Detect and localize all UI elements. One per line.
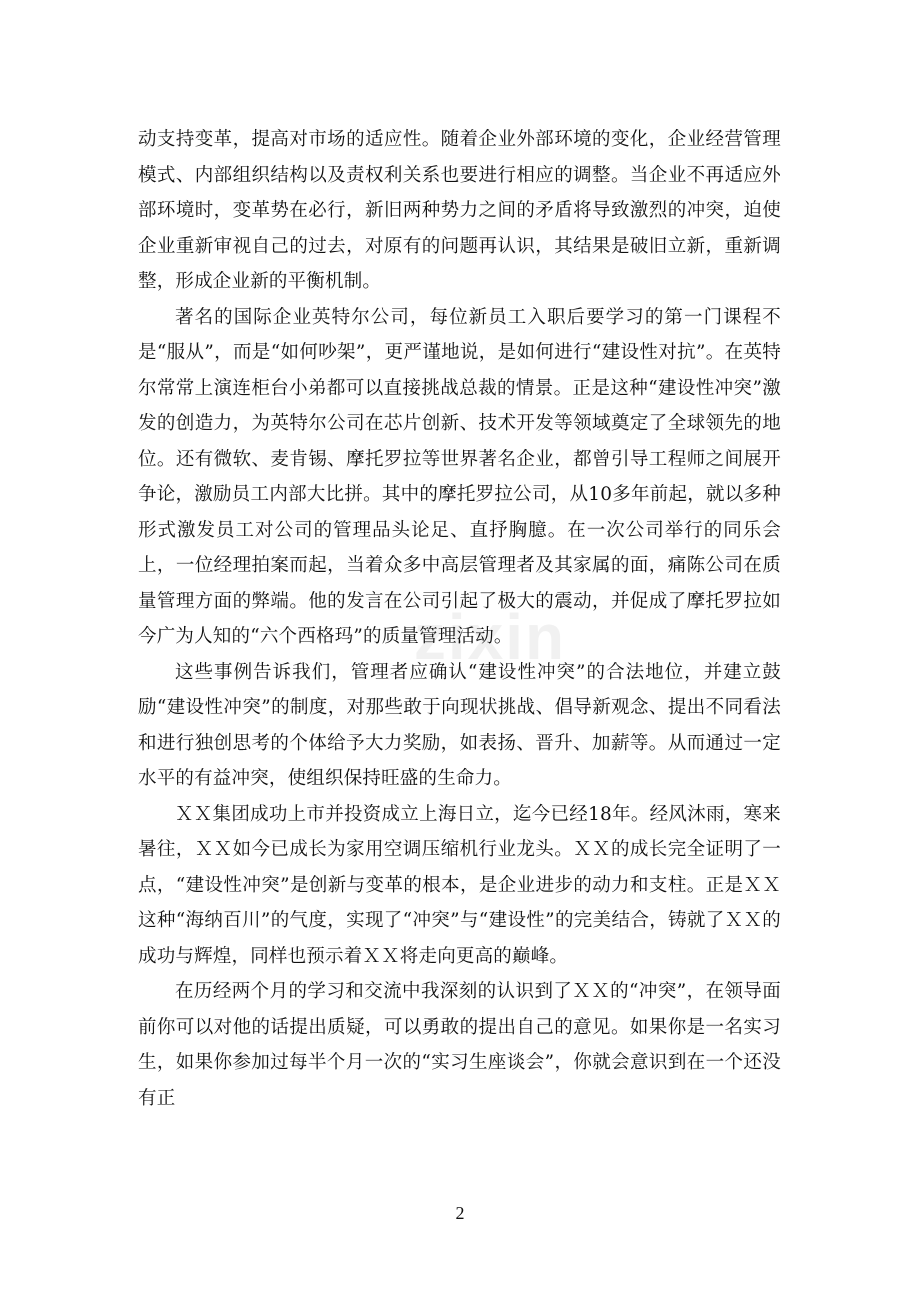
paragraph-1: 动支持变革，提高对市场的适应性。随着企业外部环境的变化，企业经营管理模式、内部组织结构以及责权利关系也要进行相应的调整。当企业不再适应外部环境时，变革势在必行，新旧两种势力之间的矛盾将导致激烈的冲突，迫使企业重新审视自己的过去，对原有的问题再认识，其结果是破旧立新，重新调整，形成企业新的平衡机制。 — [138, 129, 781, 292]
watermark: zixin — [413, 601, 567, 673]
document-body — [138, 122, 781, 1116]
paragraph-5: 在历经两个月的学习和交流中我深刻的认识到了ＸＸ的“冲突”，在领导面前你可以对他的话提出质疑，可以勇敢的提出自己的意见。如果你是一名实习生，如果你参加过每半个月一次的“实习生座谈会”，你就会意识到在一个还没有正 — [138, 981, 781, 1109]
paragraph-3: 这些事例告诉我们，管理者应确认“建设性冲突”的合法地位，并建立鼓励“建设性冲突”的制度，对那些敢于向现状挑战、倡导新观念、提出不同看法和进行独创思考的个体给予大力奖励，如表扬、晋升、加薪等。从而通过一定水平的有益冲突，使组织保持旺盛的生命力。 — [138, 661, 781, 789]
page-number: 2 — [455, 1203, 465, 1223]
paragraph-4: ＸＸ集团成功上市并投资成立上海日立，迄今已经18年。经风沐雨，寒来暑往，ＸＸ如今已成长为家用空调压缩机行业龙头。ＸＸ的成长完全证明了一点，“建设性冲突”是创新与变革的根本，是企业进步的动力和支柱。正是ＸＸ这种“海纳百川”的气度，实现了“冲突”与“建设性”的完美结合，铸就了ＸＸ的成功与辉煌，同样也预示着ＸＸ将走向更高的巅峰。 — [138, 803, 781, 967]
paragraph-2: 著名的国际企业英特尔公司，每位新员工入职后要学习的第一门课程不是“服从”，而是“如何吵架”，更严谨地说，是如何进行“建设性对抗”。在英特尔常常上演连柜台小弟都可以直接挑战总裁的情景。正是这种“建设性冲突”激发的创造力，为英特尔公司在芯片创新、技术开发等领域奠定了全球领先的地位。还有微软、麦肯锡、摩托罗拉等世界著名企业，都曾引导工程师之间展开争论，激励员工内部大比拼。其中的摩托罗拉公司，从10多年前起，就以多种形式激发员工对公司的管理品头论足、直抒胸臆。在一次公司举行的同乐会上，一位经理拍案而起，当着众多中高层管理者及其家属的面，痛陈公司在质量管理方面的弊端。他的发言在公司引起了极大的震动，并促成了摩托罗拉如今广为人知的“六个西格玛”的质量管理活动。 — [138, 306, 781, 647]
